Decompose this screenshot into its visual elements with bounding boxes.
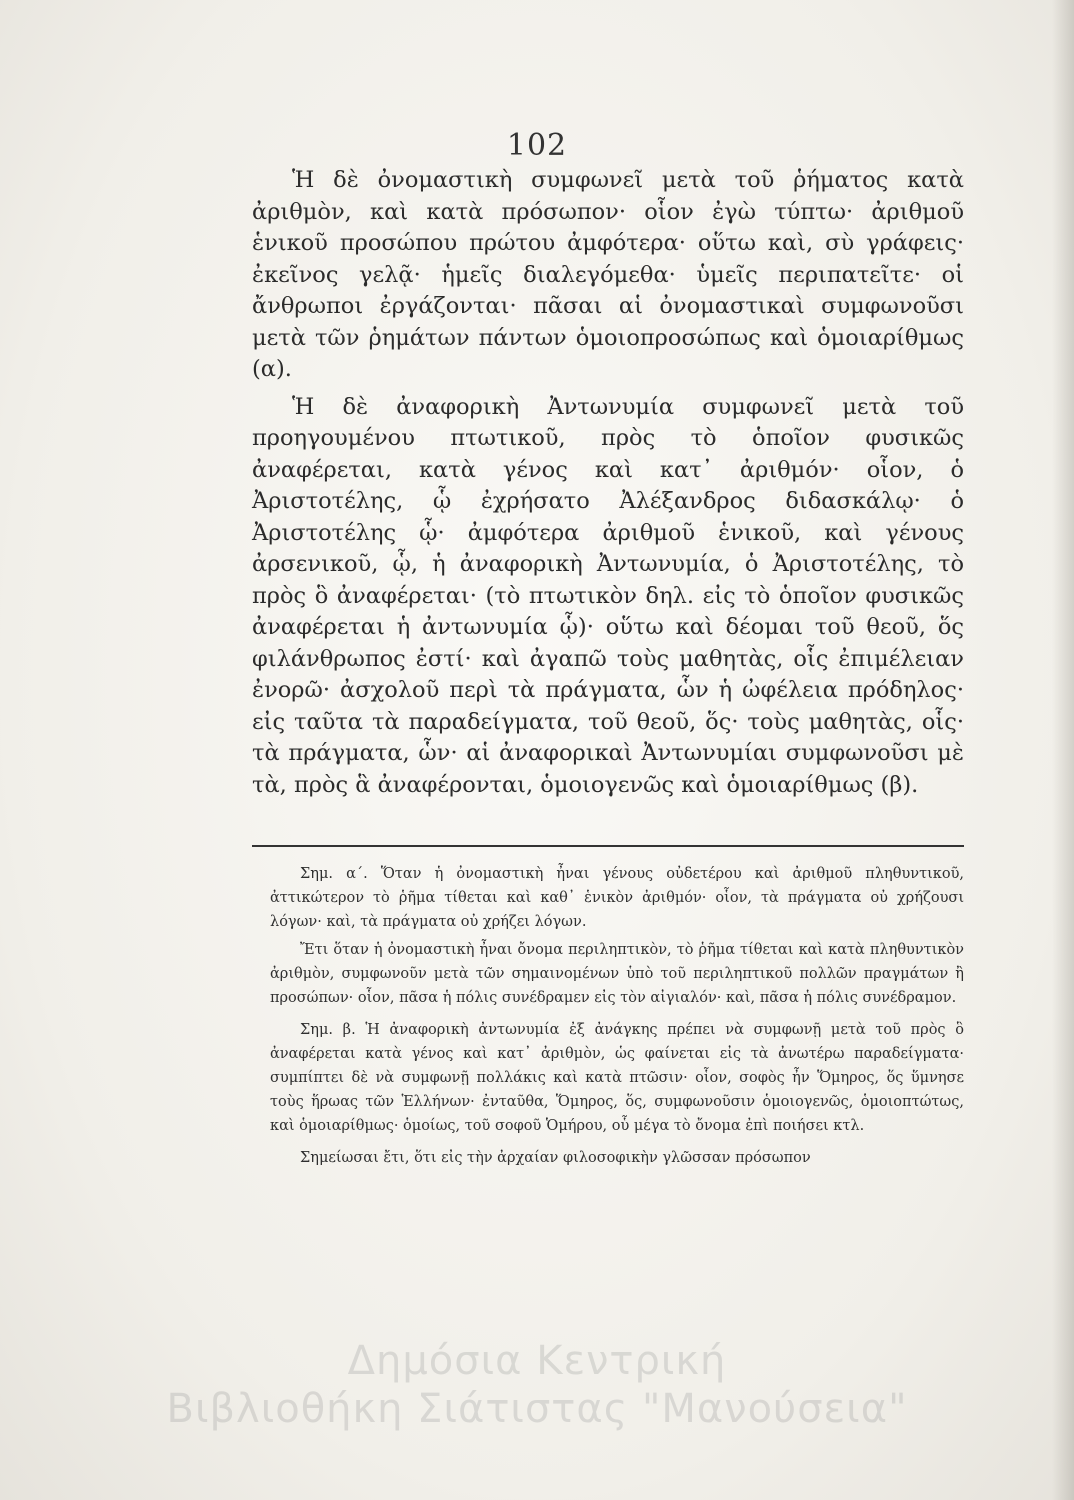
footnote-remark: Σημείωσαι ἔτι, ὅτι εἰς τὴν ἀρχαίαν φιλοσοφικὴν γλῶσσαν πρόσωπον — [300, 1150, 811, 1166]
paragraph-nominative-agreement: Ἡ δὲ ὀνομαστικὴ συμφωνεῖ μετὰ τοῦ ῥήματος κατὰ ἀριθμὸν, καὶ κατὰ πρόσωπον· οἷον ἐγὼ τύπτω· ἀριθμοῦ ἑνικοῦ προσώπου πρώτου ἀμφότερα· οὕτω καὶ, σὺ γράφεις· ἐκεῖνος γελᾷ· ἡμεῖς διαλεγόμεθα· ὑμεῖς περιπατεῖτε· οἱ ἄνθρωποι ἐργάζονται· πᾶσαι αἱ ὀνομαστικαὶ συμφωνοῦσι μετὰ τῶν ῥημάτων πάντων ὁμοιοπροσώπως καὶ ὁμοιαρίθμως (α). — [252, 167, 964, 382]
footnote-alpha-continued: Ἔτι ὅταν ἡ ὀνομαστικὴ ἦναι ὄνομα περιληπτικὸν, τὸ ῥῆμα τίθεται καὶ κατὰ πληθυντικὸν ἀριθμὸν, συμφωνοῦν μετὰ τῶν σημαινομένων ὑπὸ τοῦ περιληπτικοῦ πολλῶν πραγμάτων ἢ προσώπων· οἷον, πᾶσα ἡ πόλις συνέδραμεν εἰς τὸν αἰγιαλόν· καὶ, πᾶσα ἡ πόλις συνέδραμον. — [270, 942, 964, 1006]
footnote-beta: Σημ. β. Ἡ ἀναφορικὴ ἀντωνυμία ἐξ ἀνάγκης πρέπει νὰ συμφωνῇ μετὰ τοῦ πρὸς ὃ ἀναφέρεται κατὰ γένος καὶ κατ᾿ ἀριθμὸν, ὡς φαίνεται εἰς τὰ ἀνωτέρω παραδείγματα· συμπίπτει δὲ νὰ συμφωνῇ πολλάκις καὶ κατὰ πτῶσιν· οἷον, σοφὸς ἦν Ὅμηρος, ὅς ὕμνησε τοὺς ἥρωας τῶν Ἑλλήνων· ἐνταῦθα, Ὅμηρος, ὅς, συμφωνοῦσιν ὁμοιογενῶς, ὁμοιοπτώτως, καὶ ὁμοιαρίθμως· ὁμοίως, τοῦ σοφοῦ Ὁμήρου, οὗ μέγα τὸ ὄνομα ἐπὶ ποιήσει κτλ. — [270, 1022, 964, 1134]
library-watermark-line1: Δημόσια Κεντρική — [347, 1338, 727, 1384]
library-watermark-line2: Βιβλιοθήκη Σιάτιστας "Μανούσεια" — [166, 1386, 908, 1432]
footnotes — [270, 862, 964, 1174]
footnote-alpha: Σημ. α΄. Ὅταν ἡ ὀνομαστικὴ ἦναι γένους οὐδετέρου καὶ ἀριθμοῦ πληθυντικοῦ, ἀττικώτερον τὸ ῥῆμα τίθεται καὶ καθ᾿ ἑνικὸν ἀριθμόν· οἷον, τὰ πράγματα οὐ χρήζουσι λόγων· καὶ, τὰ πράγματα οὐ χρήζει λόγων. — [270, 866, 964, 930]
footnote-divider — [252, 845, 964, 847]
page-number: 102 — [506, 128, 568, 163]
paragraph-relative-pronoun: Ἡ δὲ ἀναφορικὴ Ἀντωνυμία συμφωνεῖ μετὰ τοῦ προηγουμένου πτωτικοῦ, πρὸς τὸ ὁποῖον φυσικῶς ἀναφέρεται, κατὰ γένος καὶ κατ᾿ ἀριθμόν· οἷον, ὁ Ἀριστοτέλης, ᾧ ἐχρήσατο Ἀλέξανδρος διδασκάλῳ· ὁ Ἀριστοτέλης ᾧ· ἀμφότερα ἀριθμοῦ ἑνικοῦ, καὶ γένους ἀρσενικοῦ, ᾧ, ἡ ἀναφορικὴ Ἀντωνυμία, ὁ Ἀριστοτέλης, τὸ πρὸς ὃ ἀναφέρεται· (τὸ πτωτικὸν δηλ. εἰς τὸ ὁποῖον φυσικῶς ἀναφέρεται ἡ ἀντωνυμία ᾧ)· οὕτω καὶ δέομαι τοῦ θεοῦ, ὅς φιλάνθρωπος ἐστί· καὶ ἀγαπῶ τοὺς μαθητὰς, οἷς ἐπιμέλειαν ἐνορῶ· ἀσχολοῦ περὶ τὰ πράγματα, ὧν ἡ ὠφέλεια πρόδηλος· εἰς ταῦτα τὰ παραδείγματα, τοῦ θεοῦ, ὅς· τοὺς μαθητὰς, οἷς· τὰ πράγματα, ὧν· αἱ ἀναφορικαὶ Ἀντωνυμίαι συμφωνοῦσι μὲ τὰ, πρὸς ἃ ἀναφέρονται, ὁμοιογενῶς καὶ ὁμοιαρίθμως (β). — [252, 393, 964, 798]
main-text — [252, 165, 964, 807]
page-edge-shadow — [1052, 0, 1074, 1500]
